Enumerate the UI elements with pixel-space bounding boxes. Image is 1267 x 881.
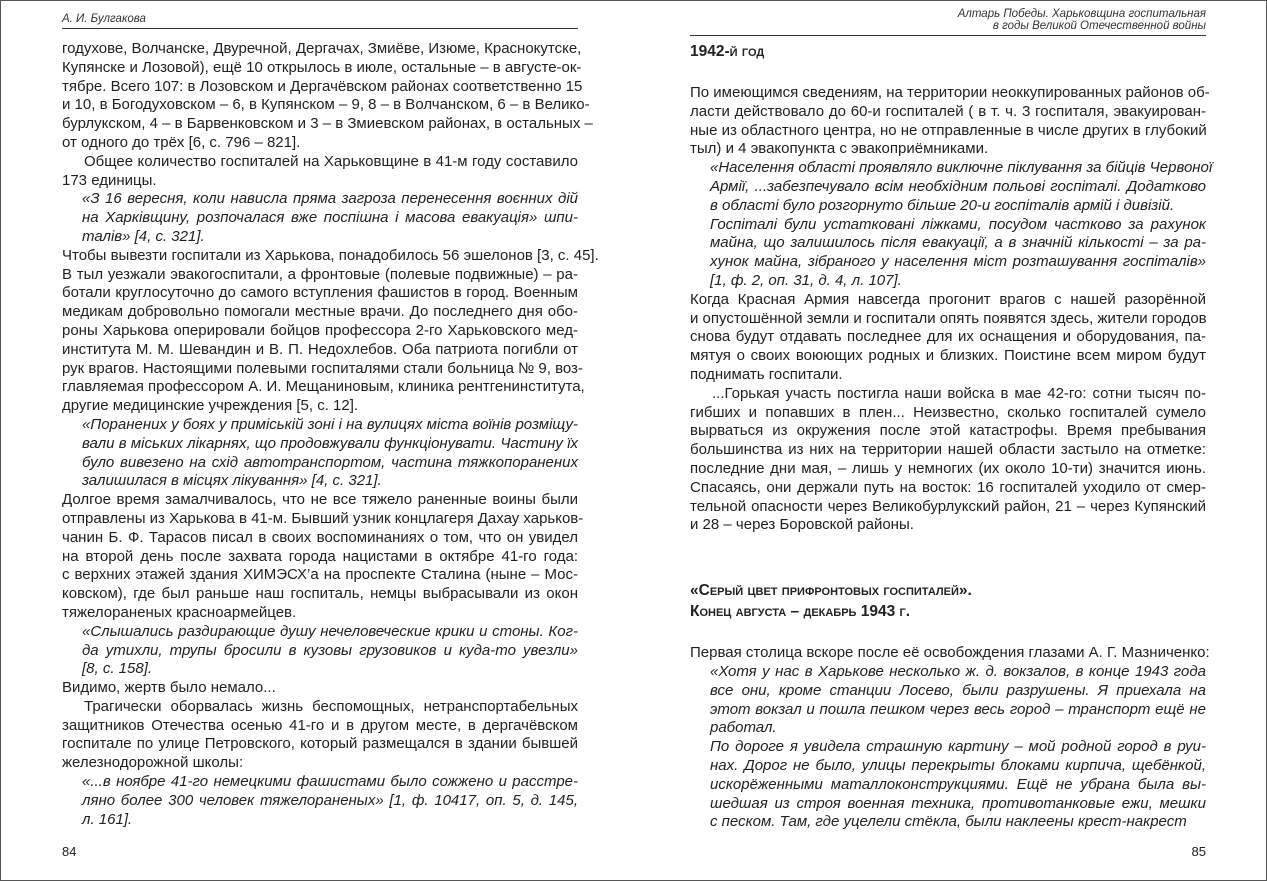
text-line: 173 единицы.	[62, 171, 157, 189]
text-line: «Поранених у боях у приміській зоні і на вулицях міста воїнів розміщу-	[82, 415, 578, 433]
text-line: Первая столица вскоре после её освобождения глазами А. Г. Мазниченко:	[690, 644, 1210, 662]
text-line: защитников Отечества осенью 41-го и в другом месте, в дергачёвском	[62, 716, 578, 734]
text-line: шедшая из строя военная техника, противотанковые ежи, мешки	[710, 794, 1206, 812]
text-line: роны Харькова оперировали бойцов профессора 2-го Харьковского мед-	[62, 321, 578, 339]
text-line: тельной опасности через Великобурлукский район, 21 – через Купянский	[690, 497, 1206, 515]
spacer	[690, 557, 1206, 580]
text-line: нах. Дорог не было, улицы перекрыты блоками кирпича, щебёнкой,	[710, 756, 1206, 774]
text-line: л. 161].	[82, 810, 133, 828]
block-quote	[690, 159, 1213, 215]
text-line: гибших и попавших в плен... Неизвестно, сколько госпиталей сумело	[690, 403, 1206, 421]
section-heading	[690, 580, 1206, 622]
paragraph	[62, 246, 599, 416]
text-line: «...в ноябре 41-го немецкими фашистами было сожжено и расстре-	[82, 773, 578, 791]
text-line: рук врагов. Настоящими полевыми госпиталями стали больница № 9, воз-	[62, 359, 583, 377]
text-line: института М. М. Шевандин и В. П. Недохлебов. Оба патриота погибли от	[62, 340, 578, 358]
text-line: в області було розгорнуто більше 20-и госпіталів армій і дивізій.	[710, 196, 1175, 214]
text-line: последние дни мая, – лишь у немногих (их около 10-ти) значится июнь.	[690, 459, 1206, 477]
text-line: снова будут отдавать последнее для их оснащения и оборудования, па-	[690, 328, 1206, 346]
text-line: [1, ф. 2, оп. 31, д. 4, л. 107].	[710, 271, 902, 289]
block-quote	[62, 416, 578, 491]
text-line: По имеющимся сведениям, на территории неоккупированных районов об-	[690, 84, 1210, 101]
text-line: госпитале по улице Петровского, который размещался в здании бывшей	[62, 735, 578, 753]
text-line: годухове, Волчанске, Двуречной, Дергачах, Змиёве, Изюме, Краснокутске,	[62, 40, 582, 57]
text-line: да утихли, трупы бросили в кузовы грузовиков и куда-то увезли»	[82, 641, 578, 659]
text-line: Трагически оборвалась жизнь беспомощных, нетранспортабельных	[84, 697, 578, 715]
text-line: Армії, ...забезпечувало всім необхідним польові госпіталі. Додатково	[710, 177, 1206, 195]
text-line: работал.	[710, 719, 777, 737]
text-line: этот вокзал и пошла пешком через весь город – транспорт ещё не	[710, 700, 1206, 718]
text-line: Видимо, жертв было немало...	[62, 679, 276, 697]
text-line: вали в міських лікарнях, що продовжували функціонувати. Частину їх	[82, 434, 578, 452]
text-line: було вивезено на схід автотранспортом, частина тяжкопоранених	[82, 453, 578, 471]
text-line: медикам добровольно помогали местные врачи. До последнего дня обо-	[62, 303, 578, 321]
text-line: Госпіталі були устатковані ліжками, посудом частково за рахунок	[710, 215, 1206, 233]
text-line: ботали круглосуточно до самого вступления фашистов в город. Военным	[62, 284, 578, 302]
text-line: и 10, в Богодуховском – 6, в Купянском – 9, 8 – в Волчанском, 6 – в Велико-	[62, 96, 590, 114]
block-quote	[62, 773, 578, 829]
text-line: все они, кроме станции Лосево, были разрушены. Я приехала на	[710, 681, 1206, 699]
page-number: 84	[62, 844, 77, 859]
running-head-book-title	[690, 8, 1206, 36]
section-heading	[690, 41, 1206, 62]
left-page-body	[62, 40, 599, 829]
text-line: Спасаясь, они держали путь на восток: 16 госпиталей уходило от смер-	[690, 478, 1206, 496]
text-line: поднимать госпитали.	[690, 365, 843, 383]
paragraph	[690, 385, 1206, 535]
paragraph	[62, 698, 578, 773]
block-quote	[690, 663, 1206, 738]
paragraph	[62, 40, 593, 153]
text-line: хунок майна, зібраного у населення міст розташування госпіталів»	[710, 253, 1206, 271]
block-quote	[62, 190, 578, 246]
text-line: По дороге я увидела страшную картину – мой родной город в руи-	[710, 738, 1206, 756]
right-page	[690, 0, 1213, 881]
heading-line: 1942-й год	[690, 43, 765, 60]
text-line: тыл) и 4 эвакопункта с эвакоприёмниками.	[690, 140, 989, 158]
left-page	[62, 0, 599, 881]
text-line: Когда Красная Армия навсегда прогонит врагов с нашей разорённой	[690, 290, 1206, 308]
text-line: железнодорожной школы:	[62, 754, 244, 772]
paragraph	[690, 644, 1210, 663]
paragraph	[690, 84, 1210, 159]
right-page-body	[690, 41, 1213, 832]
text-line: большинства из них на территории нашей области застыло на отметке:	[690, 441, 1206, 459]
heading-line: Конец августа – декабрь 1943 г.	[690, 603, 911, 621]
text-line: мятуя о своих воюющих родных и близких. Поистине всем миром будут	[690, 347, 1206, 365]
text-line: ...Горькая участь постигла наши войска в мае 42-го: сотни тысяч по-	[712, 384, 1206, 402]
block-quote	[690, 216, 1206, 291]
text-line: главляемая профессором А. И. Мещаниновым, клиника рентгенинститута,	[62, 378, 585, 396]
text-line: бурлукском, 4 – в Барвенковском и 3 – в Змиевском районах, в остальных –	[62, 115, 593, 133]
spacer	[690, 622, 1206, 644]
text-line: талів» [4, с. 321].	[82, 227, 205, 245]
text-line: отправлены из Харькова в 41-м. Бывший узник концлагеря Дахау харьков-	[62, 509, 584, 527]
text-line: Купянске и Лозовой), ещё 10 открылось в июле, остальные – в августе-ок-	[62, 58, 582, 76]
paragraph	[62, 491, 584, 623]
spacer	[690, 62, 1206, 84]
text-line: ласти действовало до 60-и госпиталей ( в т. ч. 3 госпиталя, эвакуирован-	[690, 102, 1206, 120]
text-line: и опустошённой земли и госпитали опять появятся здесь, жители городов	[690, 309, 1207, 327]
block-quote	[690, 738, 1206, 832]
text-line: чанин Б. Ф. Тарасов писал в своих воспоминаниях о том, что он увидел	[62, 528, 578, 546]
text-line: на второй день после захвата города нацистами в октябре 41-го года:	[62, 547, 578, 565]
text-line: «Хотя у нас в Харькове несколько ж. д. вокзалов, в конце 1943 года	[710, 662, 1206, 680]
text-line: «Слышались раздирающие душу нечеловеческие крики и стоны. Ког-	[82, 622, 578, 640]
paragraph	[62, 153, 578, 191]
block-quote	[62, 623, 578, 679]
text-line: с песком. Там, где уцелели стёкла, были наклеены крест-накрест	[710, 813, 1187, 831]
text-line: [8, с. 158].	[82, 660, 153, 678]
running-head-author: А. И. Булгакова	[62, 13, 578, 29]
running-head-line: в годы Великой Отечественной войны	[992, 20, 1206, 32]
text-line: Общее количество госпиталей на Харьковщине в 41-м году составило	[84, 152, 578, 170]
text-line: с верхних этажей здания ХИМЭСХ’а на проспекте Сталина (ныне – Мос-	[62, 566, 578, 584]
text-line: Чтобы вывезти госпитали из Харькова, понадобилось 56 эшелонов [3, с. 45].	[62, 246, 599, 264]
spacer	[690, 535, 1206, 557]
paragraph	[690, 291, 1206, 385]
text-line: тяжелораненых красноармейцев.	[62, 603, 297, 621]
text-line: «З 16 вересня, коли нависла пряма загроза перенесення воєнних дій	[82, 190, 578, 208]
text-line: и 28 – через Боровской районы.	[690, 516, 914, 534]
paragraph	[62, 679, 578, 698]
running-head-line: Алтарь Победы. Харьковщина госпитальная	[957, 8, 1206, 20]
text-line: Долгое время замалчивалось, что не все тяжело раненные воины были	[62, 491, 578, 509]
text-line: ковском), где был раньше наш госпиталь, немцы выбрасывали из окон	[62, 585, 578, 603]
text-line: ные из областного центра, но не отправленные в числе других в глубокий	[690, 121, 1207, 139]
text-line: В тыл уезжали эвакогоспитали, а фронтовые (полевые подвижные) – ра-	[62, 265, 578, 283]
text-line: тябре. Всего 107: в Лозовском и Дергачёвском районах соответственно 15	[62, 77, 583, 95]
text-line: вырваться из окружения после этой катастрофы. Время пребывания	[690, 422, 1206, 440]
text-line: майна, що залишилось після евакуації, а в значній кількості – за ра-	[710, 234, 1206, 252]
text-line: от одного до трёх [6, с. 796 – 821].	[62, 133, 301, 151]
text-line: залишилася в місцях лікування» [4, с. 321].	[82, 472, 382, 490]
page-number: 85	[1191, 844, 1206, 859]
heading-line: «Серый цвет прифронтовых госпиталей».	[690, 582, 972, 600]
text-line: ляно более 300 человек тяжелораненых» [1, ф. 10417, оп. 5, д. 145,	[82, 791, 578, 809]
text-line: на Харківщину, розпочалася вже поспішна і масова евакуація» шпи-	[82, 209, 578, 227]
text-line: искорёженными маталлоконструкциями. Ещё не убрана была вы-	[710, 775, 1206, 793]
text-line: другие медицинские учреждения [5, с. 12].	[62, 397, 359, 415]
text-line: «Населення області проявляло виключне піклування за бійців Червоної	[710, 159, 1213, 177]
